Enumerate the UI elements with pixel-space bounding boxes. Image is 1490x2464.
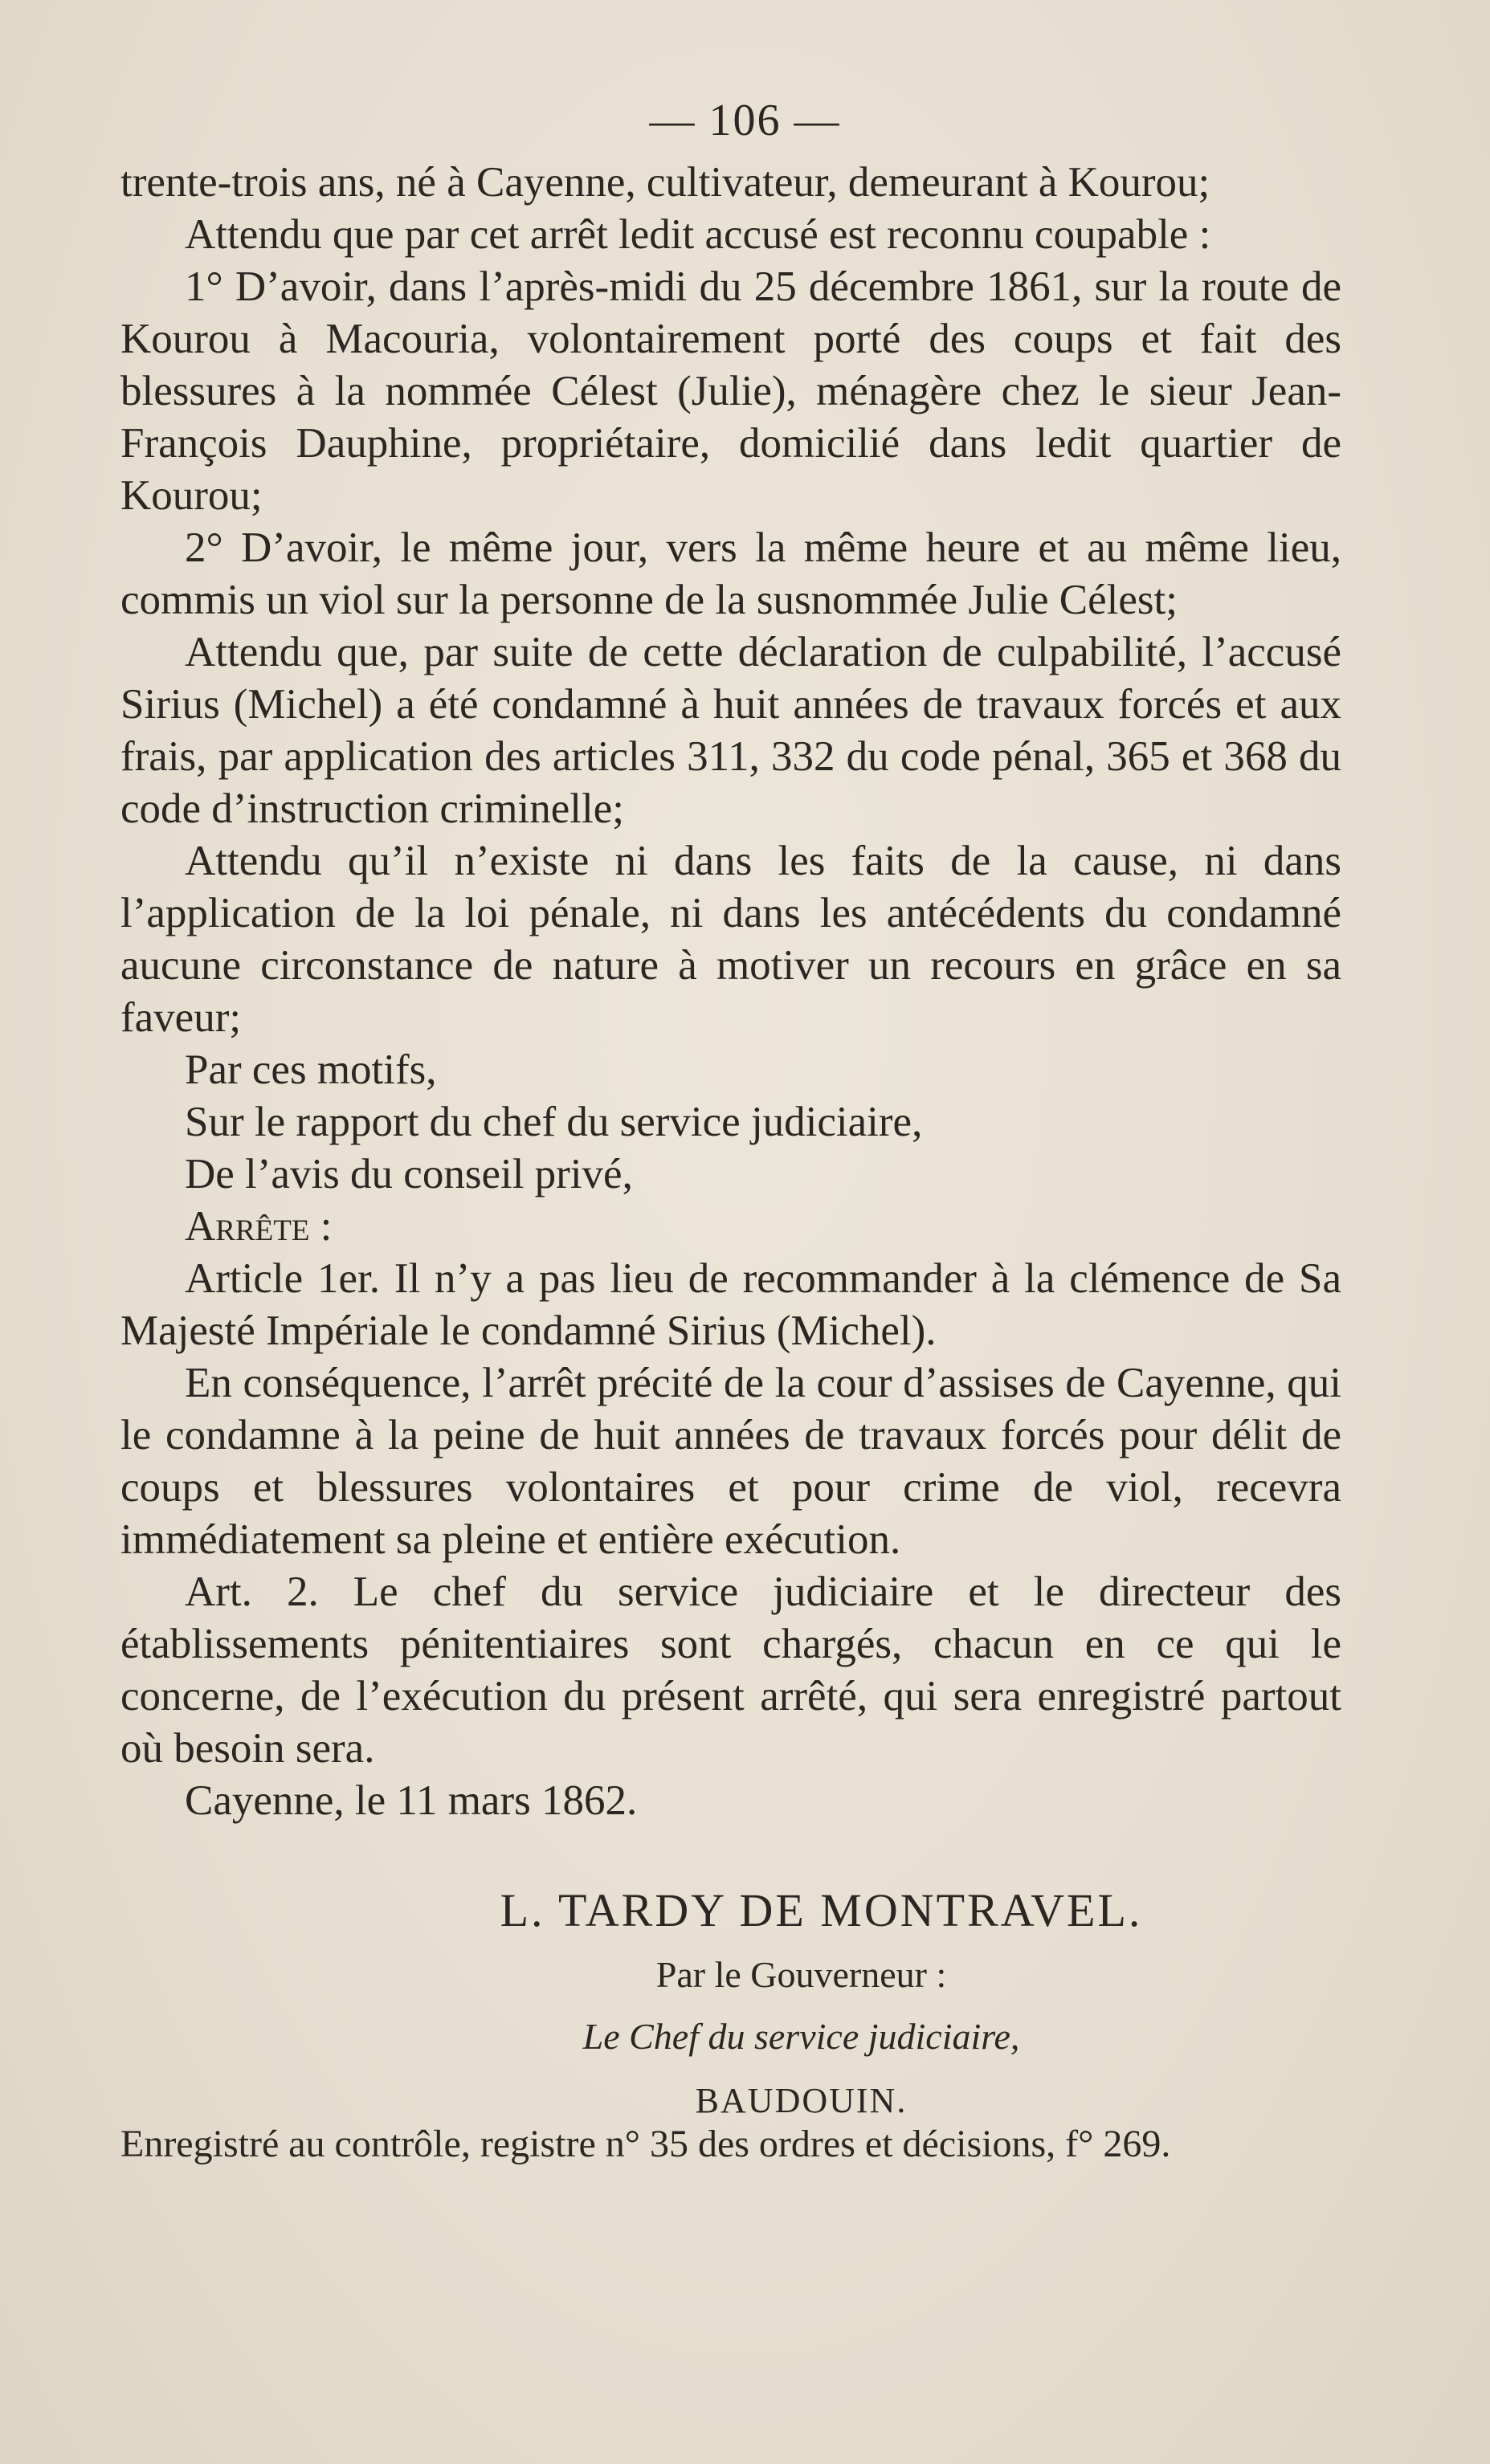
decree-text (120, 157, 1341, 1827)
signature-block (0, 1883, 1490, 2121)
paragraph-article-one: Article 1er. Il n’y a pas lieu de recommander à la clémence de Sa Majesté Impériale le condamné Sirius (Michel). (120, 1255, 1341, 1354)
paragraph-charge-one: 1° D’avoir, dans l’après-midi du 25 décembre 1861, sur la route de Kourou à Macouria, volontairement porté des coups et fait des blessures à la nommée Célest (Julie), ménagère chez le sieur Jean-François Dauphine, propriétaire, domicilié dans ledit quartier de Kourou; (120, 263, 1341, 519)
paragraph-date: Cayenne, le 11 mars 1862. (185, 1777, 638, 1824)
paragraph-attendu-condamne: Attendu que, par suite de cette déclaration de culpabilité, l’accusé Sirius (Michel) a été condamné à huit années de travaux forcés et aux frais, par application des articles 311, 332 du code pénal, 365 et 368 du code d’instruction criminelle; (120, 629, 1341, 832)
paragraph-charge-two: 2° D’avoir, le même jour, vers la même heure et au même lieu, commis un viol sur la personne de la susnommée Julie Célest; (120, 524, 1341, 623)
paragraph-attendu-recours: Attendu qu’il n’existe ni dans les faits de la cause, ni dans l’application de la loi pénale, ni dans les antécédents du condamné aucune circonstance de nature à motiver un recours en grâce en sa faveur; (120, 838, 1341, 1041)
governor-signature: L. TARDY DE MONTRAVEL. (500, 1884, 1143, 1936)
paragraph-arrete: Arrête : (185, 1203, 333, 1250)
paragraph-continuation: trente-trois ans, né à Cayenne, cultivateur, demeurant à Kourou; (120, 159, 1210, 206)
registration-note: Enregistré au contrôle, registre n° 35 des ordres et décisions, f° 269. (120, 2123, 1171, 2165)
paragraph-rapport: Sur le rapport du chef du service judiciaire, (185, 1099, 923, 1145)
paragraph-article-two: Art. 2. Le chef du service judiciaire et le directeur des établissements pénitentiaires sont chargés, chacun en ce qui le concerne, de l’exécution du présent arrêté, qui sera enregistré partout où besoin sera. (120, 1569, 1341, 1772)
official-signature: BAUDOUIN. (695, 2081, 908, 2120)
paragraph-motifs: Par ces motifs, (185, 1046, 437, 1093)
paragraph-attendu-coupable: Attendu que par cet arrêt ledit accusé est reconnu coupable : (185, 211, 1211, 258)
signature-by-line: Par le Gouverneur : (655, 1954, 947, 1995)
signature-title: Le Chef du service judiciaire, (582, 2016, 1020, 2057)
page-number-header: — 106 — (649, 96, 841, 145)
paragraph-consequence: En conséquence, l’arrêt précité de la cour d’assises de Cayenne, qui le condamne à la peine de huit années de travaux forcés pour délit de coups et blessures volontaires et pour crime de viol, recevra immédiatement sa pleine et entière exécution. (120, 1360, 1341, 1563)
paragraph-avis: De l’avis du conseil privé, (185, 1151, 633, 1197)
